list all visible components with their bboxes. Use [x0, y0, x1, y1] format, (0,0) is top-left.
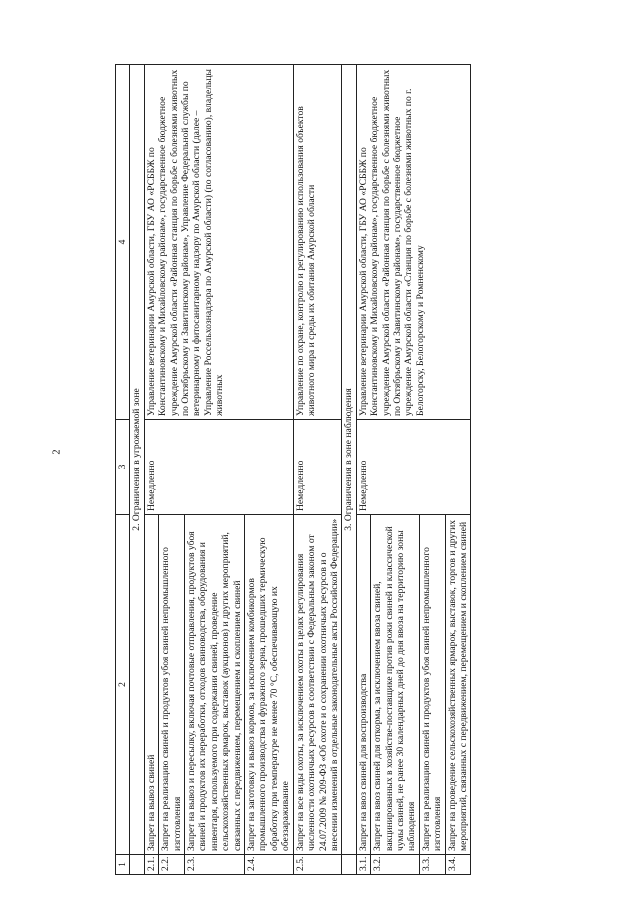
header-cell: 3: [116, 420, 130, 515]
row-number: 2.2.: [159, 855, 185, 875]
row-number: 3.1.: [356, 855, 370, 875]
table-row: [293, 65, 342, 875]
section-title: 3. Ограничения в зоне наблюдения: [342, 65, 356, 855]
term-cell: Немедленно: [356, 420, 471, 515]
measure-text: Запрет на заготовку и вывоз кормов, за исключением комбикормов промышленного производства и фуражного зерна, прошедших термическую обработку при температуре не менее 70 °С, обеспечивающую их обеззараживание: [245, 515, 294, 855]
measure-text: Запрет на проведение сельскохозяйственных ярмарок, выставок, торгов и других мероприятий, связанных с передвижением, перемещением и скоплением свиней: [445, 515, 471, 855]
term-cell: Немедленно: [293, 420, 342, 515]
table-row: [356, 65, 370, 875]
row-number: 2.5.: [293, 855, 342, 875]
header-row: [116, 65, 130, 875]
row-number: 2.3.: [185, 855, 245, 875]
row-number: 3.4.: [445, 855, 471, 875]
section-title: 2. Ограничения в угрожаемой зоне: [130, 65, 144, 855]
measure-text: Запрет на ввоз свиней для воспроизводства: [356, 515, 370, 855]
row-number: 3.2.: [371, 855, 420, 875]
responsible-cell: Управление ветеринарии Амурской области, ГБУ АО «РСББЖ по Константиновскому и Михайловскому районам», государственное бюджетное учреждение Амурской области «Районная станция по борьбе с болезнями животных по Октябрьскому и Завитинскому районам», государственное бюджетное учреждение Амурской области «Станция по борьбе с болезнями животных по г. Белогорску, Белогорскому и Ромненскому: [356, 65, 471, 420]
measure-text: Запрет на все виды охоты, за исключением охоты в целях регулирования численности охотничьих ресурсов в соответствии с Федеральным законом от 24.07.2009 № 209-ФЗ «Об охоте и о сохранении охотничьих ресурсов и о внесении изменений в отдельные законодательные акты Российской Федерации»: [293, 515, 342, 855]
measure-text: Запрет на реализацию свиней и продуктов убоя свиней непромышленного изготовления: [419, 515, 445, 855]
term-cell: Немедленно: [144, 420, 293, 515]
section-row: [130, 65, 144, 875]
header-cell: 1: [116, 855, 130, 875]
table-row: [144, 65, 158, 875]
rotated-table-wrapper: [115, 65, 585, 875]
measure-text: Запрет на реализацию свиней и продуктов убоя свиней непромышленного изготовления: [159, 515, 185, 855]
responsible-cell: Управление по охране, контролю и регулированию использования объектов животного мира и среды их обитания Амурской области: [293, 65, 342, 420]
row-number: 3.3.: [419, 855, 445, 875]
measures-table: [115, 64, 471, 875]
measure-text: Запрет на ввоз свиней для откорма, за исключением ввоза свиней, вакцинированных в хозяйстве-поставщике против рожи свиней и классической чумы свиней, не ранее 30 календарных дней до дня ввоза на территорию зоны наблюдения: [371, 515, 420, 855]
responsible-cell: Управление ветеринарии Амурской области, ГБУ АО «РСББЖ по Константиновскому и Михайловскому районам», государственное бюджетное учреждение Амурской области «Районная станция по борьбе с болезнями животных по Октябрьскому и Завитинскому районам», Управление Федеральной службы по ветеринарному и фитосанитарному надзору по Амурской области (далее – Управление Россельхознадзора по Амурской области) (по согласованию), владельцы животных: [144, 65, 293, 420]
header-cell: 4: [116, 65, 130, 420]
row-number: 2.4.: [245, 855, 294, 875]
header-cell: 2: [116, 515, 130, 855]
page-number: 2: [51, 449, 63, 455]
measure-text: Запрет на вывоз и пересылку, включая почтовые отправления, продуктов убоя свиней и продуктов их переработки, отходов свиноводства, оборудования и инвентаря, используемого при содержании свиней, проведение сельскохозяйственных ярмарок, выставок (аукционов) и других мероприятий, связанных с передвижением, перемещением и скоплением свиней: [185, 515, 245, 855]
section-row: [342, 65, 356, 875]
measure-text: Запрет на вывоз свиней: [144, 515, 158, 855]
row-number: 2.1.: [144, 855, 158, 875]
